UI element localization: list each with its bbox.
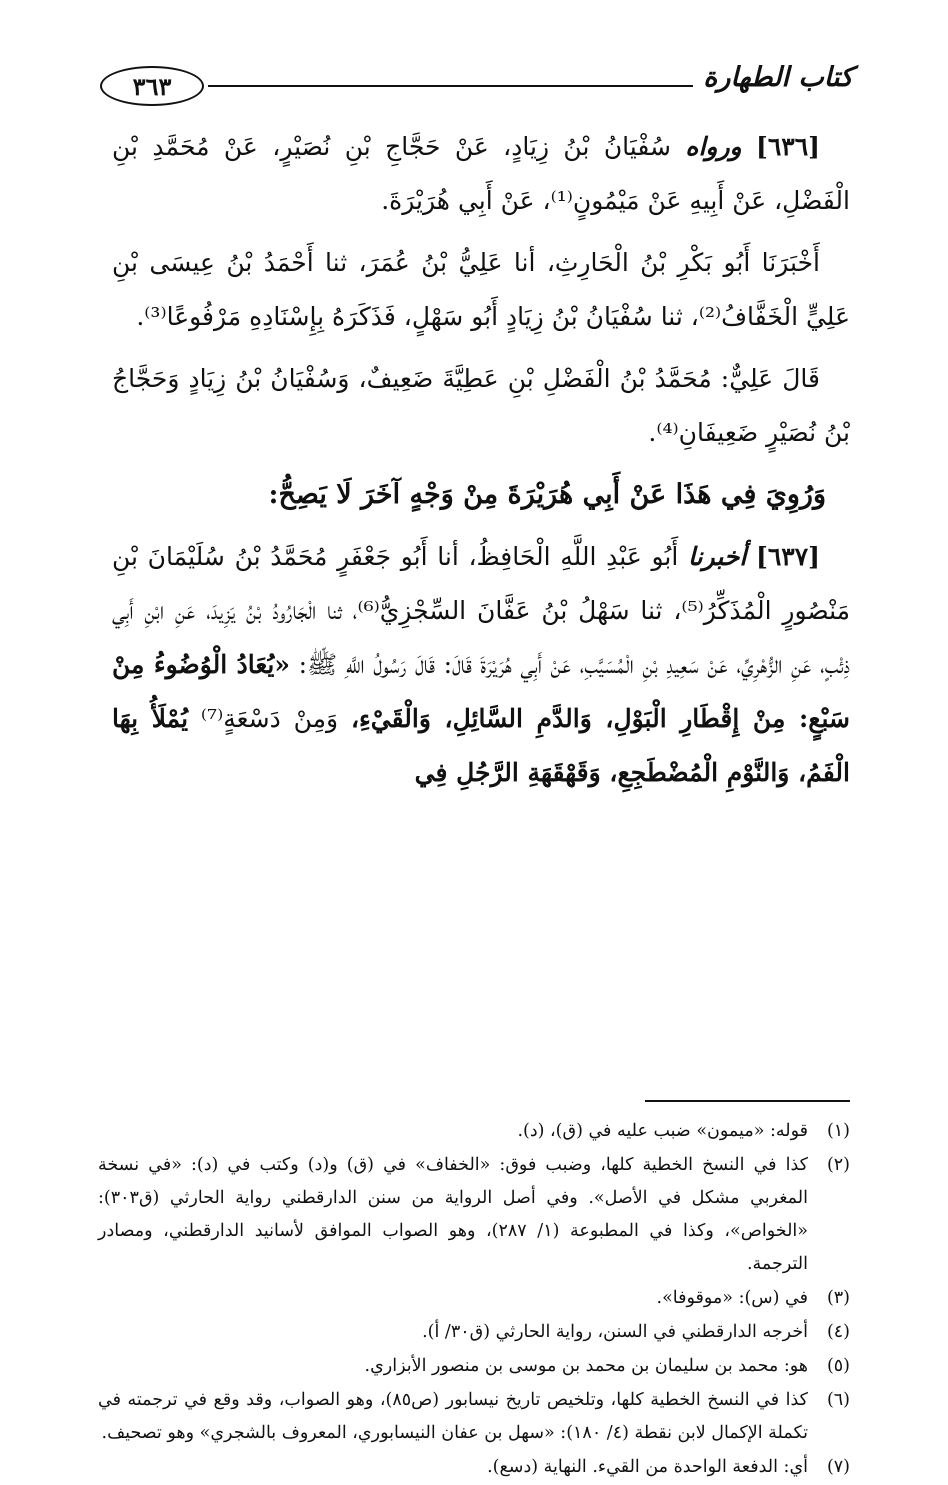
section-heading: وَرُوِيَ فِي هَذَا عَنْ أَبِي هُرَيْرَةَ مِنْ وَجْهٍ آخَرَ لَا يَصِحُّ: — [268, 479, 826, 510]
footnote — [98, 1115, 850, 1148]
footnote-text: قوله: «ميمون» ضبب عليه في (ق)، (د). — [517, 1121, 808, 1141]
hadith-text: «يُعَادُ الْوُضُوءُ مِنْ سَبْعٍ: مِنْ إِقْطَارِ الْبَوْلِ، وَالدَّمِ السَّائِلِ، وَالْقَيْءِ، — [112, 650, 850, 733]
paragraph-text: أَبُو عَبْدِ اللَّهِ الْحَافِظُ، أنا أَبُو جَعْفَرٍ مُحَمَّدُ بْنُ سُلَيْمَانَ بْنِ مَنْصُورٍ الْمُذَكِّرُ⁽⁵⁾، ثنا سَهْلُ بْنُ عَفَّانَ السِّجْزِيُّ⁽⁶⁾، ثنا الْجَارُودُ بْنُ يَزِيدَ، عَنِ ابْنِ أَبِي ذِئْبٍ، عَنِ الزُّهْرِيِّ، عَنْ سَعِيدِ بْنِ الْمُسَيَّبِ، عَنْ أَبِي هُرَيْرَةَ قَالَ: قَالَ رَسُولُ اللَّهِ ﷺ: — [112, 542, 851, 679]
footnote — [98, 1316, 850, 1349]
paragraph-isnad: أَخْبَرَنَا أَبُو بَكْرِ بْنُ الْحَارِثِ، أنا عَلِيُّ بْنُ عُمَرَ، ثنا أَحْمَدُ بْنُ عِيسَى بْنِ عَلِيٍّ الْخَفَّافُ⁽²⁾، ثنا سُفْيَانُ بْنُ زِيَادٍ أَبُو سَهْلٍ، فَذَكَرَهُ بِإِسْنَادِهِ مَرْفُوعًا⁽³⁾. — [112, 248, 850, 331]
footnote-separator — [645, 1100, 850, 1102]
hadith-text: يُمْلَأُ بِهَا الْفَمُ، وَالنَّوْمِ الْمُضْطَجِعِ، وَقَهْقَهَةِ الرَّجُلِ فِي — [112, 704, 850, 787]
hadith-number: [٦٣٦] — [756, 132, 820, 161]
book-title: كتاب الطهارة — [703, 62, 853, 93]
footnote-text: كذا في النسخ الخطية كلها، وتلخيص تاريخ نيسابور (ص٨٥)، وهو الصواب، وقد وقع في ترجمته في تكملة الإكمال لابن نقطة (٤/ ١٨٠): «سهل بن عفان النيسابوري، المعروف بالشجري» وهو تصحيف. — [98, 1390, 808, 1443]
footnote — [98, 1149, 850, 1281]
paragraph-636 — [112, 120, 850, 228]
paragraph-grading: قَالَ عَلِيٌّ: مُحَمَّدُ بْنُ الْفَضْلِ بْنِ عَطِيَّةَ ضَعِيفٌ، وَسُفْيَانُ بْنُ زِيَادٍ وَحَجَّاجُ بْنُ نُصَيْرٍ ضَعِيفَانِ⁽⁴⁾. — [112, 364, 850, 447]
footnote-mark: (٤) — [826, 1322, 850, 1342]
footnote-text: كذا في النسخ الخطية كلها، وضبب فوق: «الخفاف» في (ق) و(د) وكتب في (د): «في نسخة المغربي مشكل في الأصل». وفي أصل الرواية من سنن الدارقطني رواية الحارثي (ق٣٠٣): «الخواص»، وكذا في المطبوعة (١/ ٢٨٧)، وهو الصواب الموافق لأسانيد الدارقطني، ومصادر الترجمة. — [98, 1155, 808, 1274]
header-rule — [208, 85, 693, 87]
paragraph-text: سُفْيَانُ بْنُ زِيَادٍ، عَنْ حَجَّاجِ بْنِ نُصَيْرٍ، عَنْ مُحَمَّدِ بْنِ الْفَضْلِ، عَنْ أَبِيهِ عَنْ مَيْمُونٍ⁽¹⁾، عَنْ أَبِي هُرَيْرَةَ. — [112, 132, 850, 215]
footnote-text: أخرجه الدارقطني في السنن، رواية الحارثي (ق٣٠/ أ). — [422, 1322, 808, 1342]
footnote-mark: (١) — [826, 1121, 850, 1141]
paragraph-lead: ورواه — [685, 132, 742, 161]
page-number-badge: ٣٦٣ — [100, 66, 204, 106]
hadith-number: [٦٣٧] — [756, 542, 820, 571]
footnote-text: أي: الدفعة الواحدة من القيء. النهاية (دسع). — [487, 1457, 808, 1477]
paragraph-637 — [112, 530, 850, 800]
footnote-mark: (٦) — [826, 1390, 850, 1410]
footnote-text: هو: محمد بن سليمان بن محمد بن موسى بن منصور الأبزاري. — [364, 1356, 808, 1376]
main-text — [112, 120, 850, 808]
footnote-mark: (٥) — [826, 1356, 850, 1376]
paragraph-lead: أخبرنا — [687, 542, 747, 571]
footnote — [98, 1451, 850, 1484]
footnotes — [98, 1115, 850, 1485]
footnote-mark: (٣) — [826, 1288, 850, 1308]
page-header — [100, 62, 853, 122]
footnote — [98, 1384, 850, 1450]
paragraph-text: وَمِنْ دَسْعَةٍ⁽⁷⁾ — [200, 704, 339, 733]
footnote — [98, 1350, 850, 1383]
footnote-mark: (٧) — [826, 1457, 850, 1477]
footnote-text: في (س): «موقوفا». — [656, 1288, 808, 1308]
footnote-mark: (٢) — [826, 1155, 850, 1175]
footnote — [98, 1282, 850, 1315]
